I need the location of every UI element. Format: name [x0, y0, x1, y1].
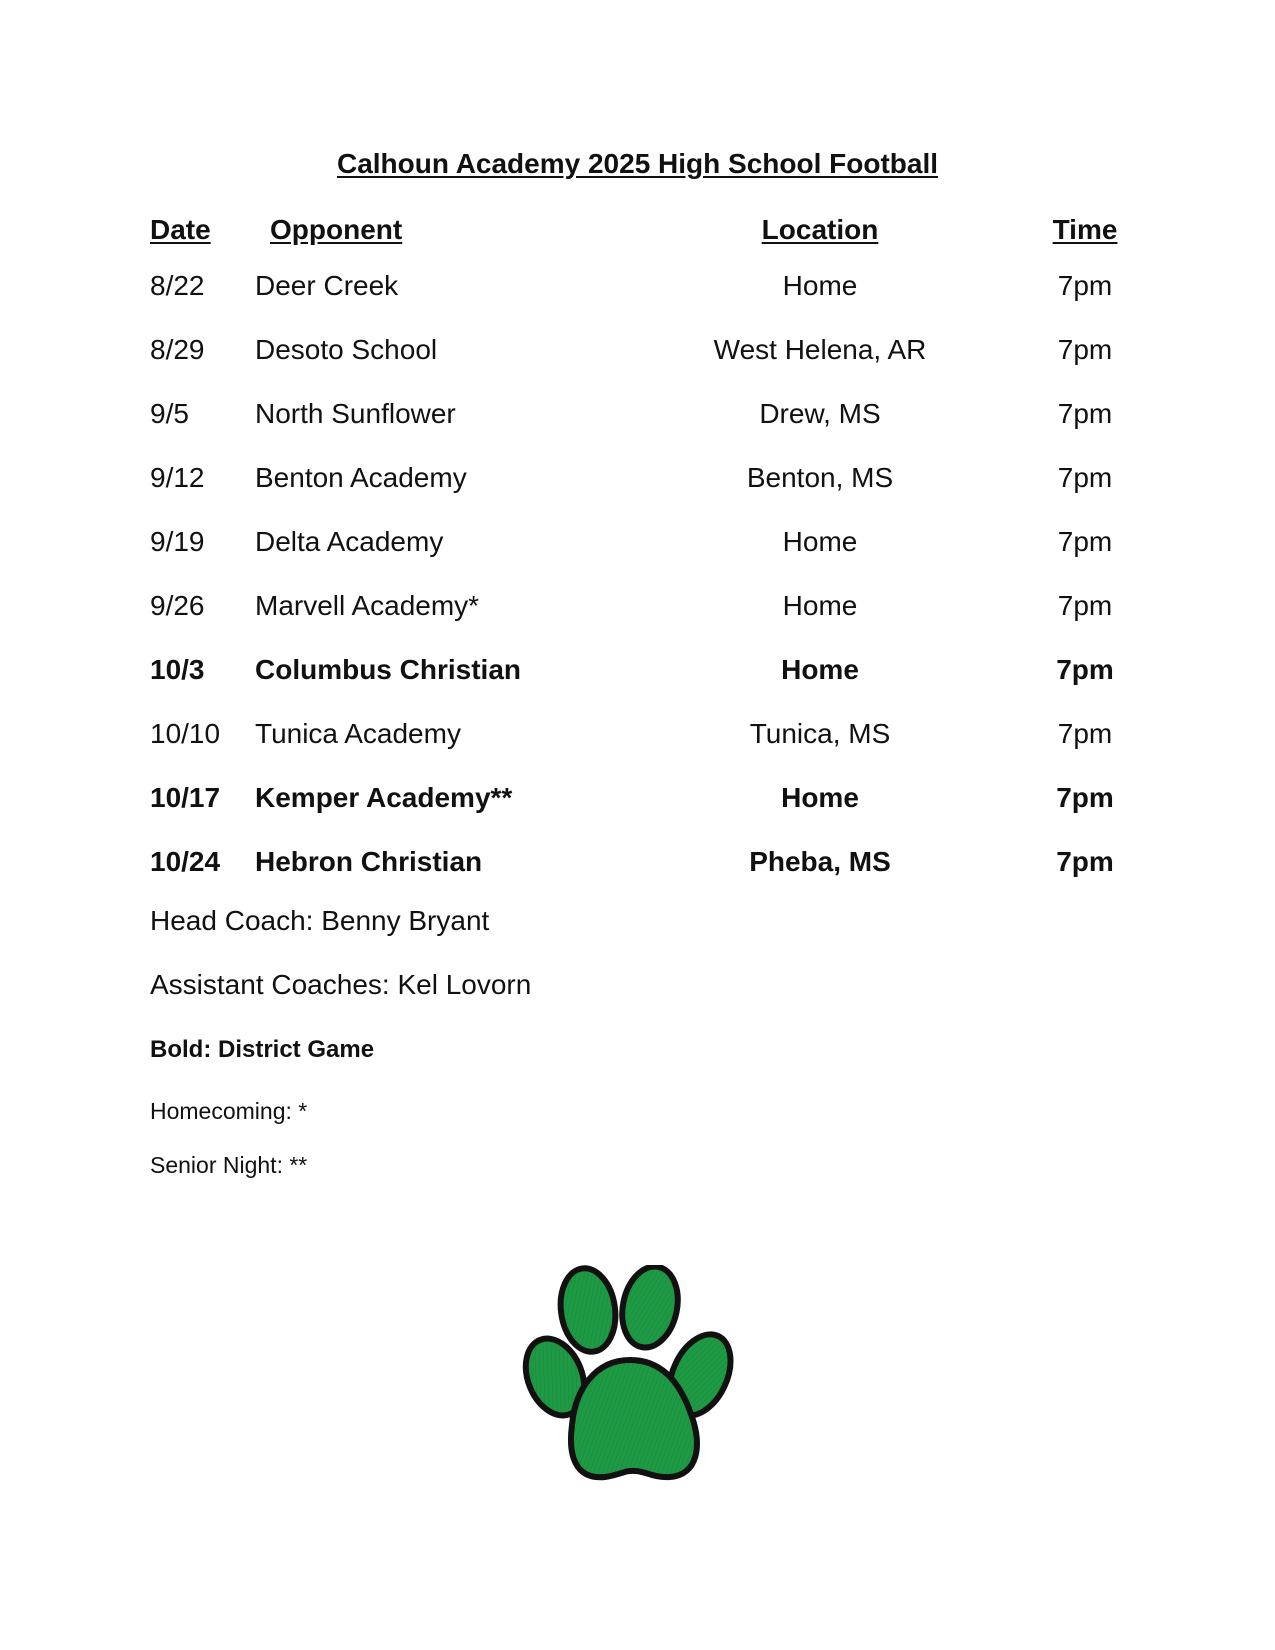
game-time: 7pm [1057, 462, 1113, 493]
game-opponent: Delta Academy [255, 526, 444, 557]
schedule-header [0, 212, 1275, 248]
legend-homecoming: Homecoming: * [150, 1098, 308, 1124]
game-time: 7pm [1057, 718, 1113, 749]
game-opponent: Hebron Christian [255, 846, 483, 877]
game-date: 10/3 [150, 654, 205, 685]
game-location: Home [782, 526, 858, 557]
game-time: 7pm [1057, 526, 1113, 557]
game-time: 7pm [1057, 590, 1113, 621]
game-opponent: Deer Creek [255, 270, 399, 301]
game-time: 7pm [1057, 334, 1113, 365]
game-date: 10/17 [150, 782, 221, 813]
game-location: West Helena, AR [713, 334, 927, 365]
game-time: 7pm [1057, 270, 1113, 301]
header-date: Date [150, 214, 211, 245]
table-row [0, 844, 1275, 880]
game-location: Drew, MS [759, 398, 881, 429]
header-opponent: Opponent [270, 214, 403, 245]
game-location: Home [782, 590, 858, 621]
game-location: Home [782, 270, 858, 301]
game-location: Home [781, 654, 859, 685]
game-location: Tunica, MS [749, 718, 891, 749]
game-date: 8/22 [150, 270, 205, 301]
game-time: 7pm [1056, 846, 1114, 877]
game-date: 10/10 [150, 718, 221, 749]
game-opponent: Benton Academy [255, 462, 467, 493]
table-row [0, 268, 1275, 304]
game-location: Benton, MS [746, 462, 894, 493]
table-row [0, 588, 1275, 624]
header-time: Time [1052, 214, 1118, 245]
header-location: Location [761, 214, 879, 245]
game-time: 7pm [1057, 398, 1113, 429]
legend-district: Bold: District Game [150, 1036, 375, 1063]
game-date: 9/5 [150, 398, 189, 429]
game-opponent: Marvell Academy* [255, 590, 480, 621]
assistant-coaches: Assistant Coaches: Kel Lovorn [150, 969, 532, 1000]
table-row [0, 780, 1275, 816]
game-date: 9/12 [150, 462, 205, 493]
page-title: Calhoun Academy 2025 High School Football [336, 148, 939, 179]
game-date: 9/19 [150, 526, 205, 557]
game-location: Pheba, MS [749, 846, 891, 877]
game-date: 8/29 [150, 334, 205, 365]
table-row [0, 524, 1275, 560]
game-opponent: Tunica Academy [255, 718, 461, 749]
table-row [0, 652, 1275, 688]
game-time: 7pm [1056, 782, 1114, 813]
table-row [0, 460, 1275, 496]
legend-senior-night: Senior Night: ** [150, 1152, 308, 1178]
table-row [0, 396, 1275, 432]
game-time: 7pm [1056, 654, 1114, 685]
game-opponent: North Sunflower [255, 398, 456, 429]
head-coach: Head Coach: Benny Bryant [150, 905, 490, 936]
table-row [0, 332, 1275, 368]
game-location: Home [781, 782, 859, 813]
game-opponent: Columbus Christian [255, 654, 522, 685]
game-date: 10/24 [150, 846, 221, 877]
game-opponent: Desoto School [255, 334, 438, 365]
game-opponent: Kemper Academy** [255, 782, 513, 813]
game-date: 9/26 [150, 590, 205, 621]
paw-print-icon [520, 1265, 750, 1505]
table-row [0, 716, 1275, 752]
